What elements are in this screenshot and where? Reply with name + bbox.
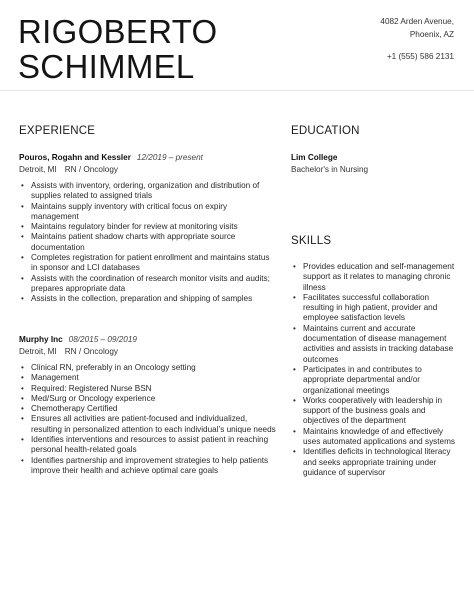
job-role: RN / Oncology <box>64 165 119 174</box>
job-bullet: • Required: Registered Nurse BSN <box>19 384 277 394</box>
education-school: Lim College <box>291 153 338 162</box>
skills-list <box>291 262 461 478</box>
job-bullet: • Ensures all activities are patient-focused and individualized, resulting in personalized attention to each individual’s unique needs <box>19 414 277 435</box>
phone-number: +1 (555) 586 2131 <box>386 52 454 61</box>
job-dates: 12/2019 – present <box>136 153 203 162</box>
job-bullet: • Completes registration for patient enrollment and maintains status in sponsor and LCI databases <box>19 253 277 274</box>
job-location: Detroit, MI <box>19 347 57 356</box>
experience-heading: EXPERIENCE <box>19 125 96 137</box>
skill-item: • Works cooperatively with leadership in support of the business goals and objectives of the department <box>291 396 461 427</box>
job-2 <box>19 334 277 476</box>
last-name: SCHIMMEL <box>18 48 195 85</box>
job-bullet: • Assists in the collection, preparation and shipping of samples <box>19 294 277 304</box>
job-role: RN / Oncology <box>64 347 119 356</box>
job-bullet: • Maintains supply inventory with critical focus on expiry management <box>19 202 277 223</box>
job-company: Murphy Inc <box>19 335 63 344</box>
job-bullet: • Chemotherapy Certified <box>19 404 277 414</box>
job-bullet: • Assists with inventory, ordering, organization and distribution of supplies related to assigned trials <box>19 181 277 202</box>
job-bullet: • Maintains patient shadow charts with appropriate source documentation <box>19 232 277 253</box>
job-bullet: • Identifies partnership and improvement strategies to help patients improve their health and achieve optimal care goals <box>19 456 277 477</box>
skill-item: • Identifies deficits in technological literacy and seeks appropriate training under guidance of supervisor <box>291 447 461 478</box>
skill-item: • Provides education and self-management support as it relates to managing chronic illness <box>291 262 461 293</box>
job-company: Pouros, Rogahn and Kessler <box>19 153 131 162</box>
skill-item: • Facilitates successful collaboration resulting in high patient, provider and employee satisfaction levels <box>291 293 461 324</box>
education-heading: EDUCATION <box>291 125 360 137</box>
job-bullet: • Med/Surg or Oncology experience <box>19 394 277 404</box>
job-bullet: • Clinical RN, preferably in an Oncology setting <box>19 363 277 373</box>
address-line-1: 4082 Arden Avenue, <box>380 17 454 26</box>
job-bullets <box>19 363 277 476</box>
job-bullet: • Management <box>19 373 277 383</box>
job-1 <box>19 152 277 305</box>
job-location: Detroit, MI <box>19 165 57 174</box>
skills-heading: SKILLS <box>291 235 332 247</box>
job-bullet: • Assists with the coordination of research monitor visits and audits; prepares appropriate data <box>19 274 277 295</box>
education-degree: Bachelor's in Nursing <box>291 165 369 174</box>
job-bullet: • Identifies interventions and resources to assist patient in reaching personal health-related goals <box>19 435 277 456</box>
header-divider <box>0 90 474 91</box>
skill-item: • Maintains current and accurate documentation of disease management activities and assists in tracking database outcomes <box>291 324 461 365</box>
job-dates: 08/2015 – 09/2019 <box>68 335 137 344</box>
job-bullet: • Maintains regulatory binder for review at monitoring visits <box>19 222 277 232</box>
contact-info <box>380 16 454 64</box>
skill-item: • Participates in and contributes to appropriate departmental and/or organizational meetings <box>291 365 461 396</box>
address-line-2: Phoenix, AZ <box>409 29 454 39</box>
job-bullets <box>19 181 277 305</box>
education-entry <box>291 152 461 176</box>
candidate-name <box>18 14 218 84</box>
skill-item: • Maintains knowledge of and effectively uses automated applications and systems <box>291 427 461 448</box>
skills-section <box>291 257 461 478</box>
first-name: RIGOBERTO <box>18 13 218 50</box>
